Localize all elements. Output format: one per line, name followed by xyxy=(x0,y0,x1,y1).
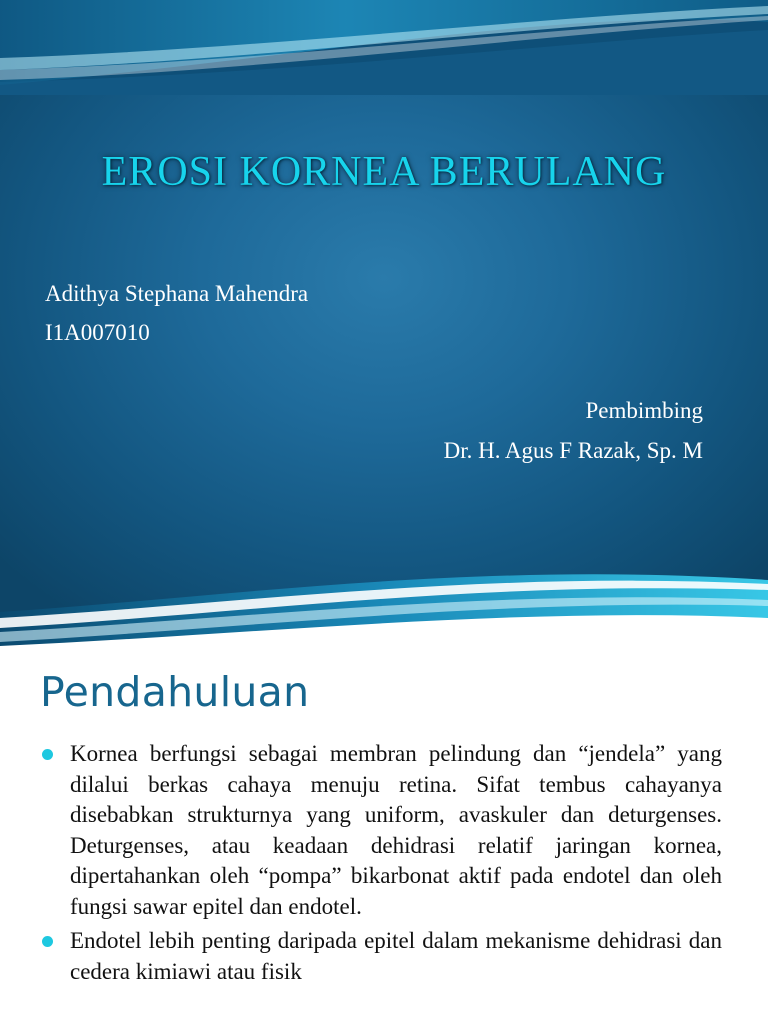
list-item xyxy=(40,739,722,922)
bullet-list xyxy=(40,739,722,991)
content-slide xyxy=(0,662,768,1024)
top-swoosh-decoration xyxy=(0,0,768,95)
advisor-label: Pembimbing xyxy=(585,398,703,423)
author-id: I1A007010 xyxy=(45,320,150,345)
bullet-text: Endotel lebih penting daripada epitel dalam mekanisme dehidrasi dan cedera kimiawi atau fisik xyxy=(70,928,722,984)
bullet-text: Kornea berfungsi sebagai membran pelindung dan “jendela” yang dilalui berkas cahaya menuju retina. Sifat tembus cahayanya disebabkan strukturnya yang uniform, avaskuler dan deturgenses. Deturgenses, atau keadaan dehidrasi relatif jaringan kornea, dipertahankan oleh “pompa” bikarbonat aktif pada endotel dan oleh fungsi sawar epitel dan endotel. xyxy=(70,741,722,919)
presentation-title: EROSI KORNEA BERULANG xyxy=(101,149,667,195)
bullet-dot-icon xyxy=(42,749,53,760)
bottom-swoosh-decoration xyxy=(0,560,768,662)
author-name: Adithya Stephana Mahendra xyxy=(45,281,309,306)
slide-heading: Pendahuluan xyxy=(40,668,310,716)
list-item xyxy=(40,926,722,987)
bullet-dot-icon xyxy=(42,936,53,947)
advisor-name: Dr. H. Agus F Razak, Sp. M xyxy=(443,438,703,463)
